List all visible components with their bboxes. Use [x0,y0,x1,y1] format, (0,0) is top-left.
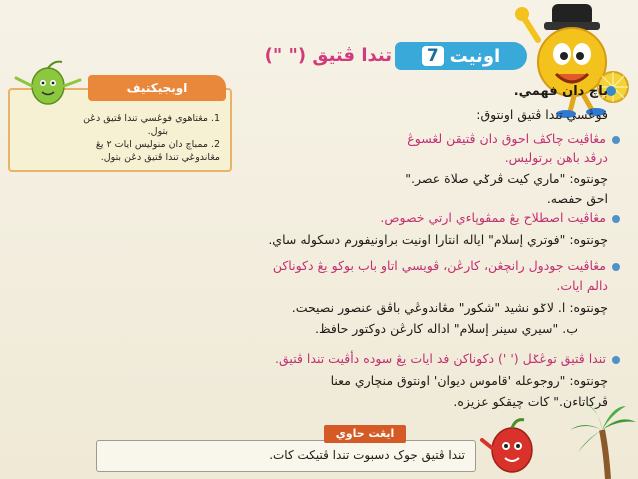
body-line: درڤد باهن برتوليس. [504,150,608,165]
bullet-icon [612,356,620,364]
body-line: دالم ايات. [556,278,608,293]
unit-banner [395,42,527,70]
body-line: فوڠسي تندا ڤتيق اونتوق: [476,107,608,122]
tip-tag: ايڠت حاوي [324,425,406,443]
mango-mascot-icon [2,58,92,108]
unit-title: تندا ڤتيق (" ") [264,45,392,66]
tip-box [96,440,476,472]
palm-tree-icon [568,400,638,479]
objective-item: مڠاندوڠي تندا ڤتيق دڠن بتول. [100,152,220,163]
bullet-icon [612,263,620,271]
bullet-icon [612,136,620,144]
body-line: تندا ڤتيق توڠݢل (' ') دکوناکن فد ايات يڠ سوده دأڤيت تندا ڤتيق. [275,351,606,366]
objective-item: 1. مڠتاهوي فوڠسي تندا ڤتيق دڠن [83,113,220,124]
section-title: باچ دان فهمي. [513,84,608,99]
objective-tab: اوبجيکتيف [88,75,226,101]
body-line: چونتوه: "روجوعله 'قاموس ديوان' اونتوق منچاري معنا [330,373,608,388]
tip-text: تندا ڤتيق جوک دسبوت تندا ڤتيکت کات. [269,448,465,462]
body-line: احق حفصه. [546,191,608,206]
body-line: مڠاڤيت اصطلاح يڠ ممڤوڽاءي ارتي خصوص. [380,210,606,225]
apple-mascot-icon [478,414,548,478]
body-line: ب. "سيري سينر إسلام" اداله کارڠن دوکتور حافظ. [314,321,578,336]
body-line: چونتوه: ا. لاݢو نشيد "شکور" مڠاندوڠي باڤق عنصور نصيحت. [291,300,608,315]
body-line: چونتوه: "ماري کيت ڤرݢي صلاة عصر." [405,171,608,186]
objective-item: بتول. [147,126,168,137]
body-line: ڤرکاتاءن." کات چيقکو عزيزه. [453,394,608,409]
bullet-icon [612,215,620,223]
unit-label: اونيت [449,45,501,67]
body-line: مڠاڤيت جودول رانچڠن، کارڠن، ڤويسي اتاو باب بوکو يڠ دکوناکن [272,258,606,273]
unit-number: 7 [422,46,444,66]
body-line: مڠاڤيت چاکڤ احوق دان ڤتيقن لڠسوڠ [407,131,606,146]
body-line: چونتوه: "فوتري إسلام" اياله انتارا اونيت براونيفورم دسکوله ساي. [268,232,608,247]
objective-item: 2. ممباچ دان منوليس ايات ٢ يڠ [95,139,220,150]
